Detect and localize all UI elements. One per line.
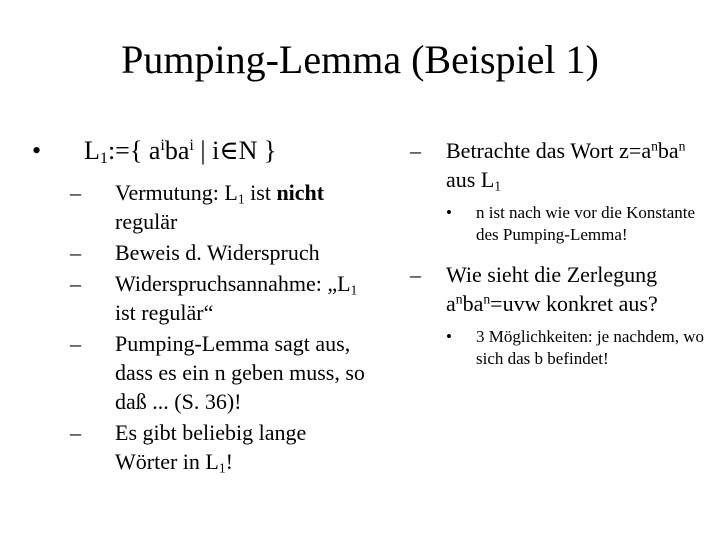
dash-icon: – [70,180,81,205]
dash-icon: – [410,262,421,287]
item-subscript: 1 [237,191,245,207]
item-text: regulär [115,209,178,234]
item-superscript: n [678,138,686,154]
list-item-betrachte [410,136,710,194]
definition-condition: | i [193,136,220,165]
item-superscript: n [651,138,658,154]
sub-item-moeglichkeiten [410,326,710,370]
list-item-zerlegung [410,260,710,318]
item-subscript: 1 [350,282,358,298]
language-definition [84,136,277,168]
element-of-symbol: ∈ [219,136,239,165]
language-subscript: 1 [99,150,108,168]
item-text: ist regulär“ [115,300,214,325]
dash-icon: – [410,138,421,163]
item-text: 3 Möglichkeiten: je nachdem, wo sich das b befindet! [476,327,705,368]
item-superscript: n [455,291,463,307]
list-item-lange-woerter [30,418,370,476]
item-text: Vermutung: L [115,180,238,205]
item-text: ! [225,449,233,474]
list-item-pumping-lemma [30,329,370,416]
left-column [30,136,370,478]
item-text: ist [244,180,277,205]
definition-close: N } [238,136,277,165]
item-text: Wie sieht die Zerlegung a [446,262,658,316]
item-subscript: 1 [494,178,502,194]
exponent-i-second: i [189,137,194,155]
dash-icon: – [70,240,81,265]
list-item-beweis [30,238,370,267]
right-column [410,136,710,370]
item-text: Beweis d. Widerspruch [115,240,320,265]
dash-icon: – [70,271,81,296]
list-item-widerspruchsannahme [30,269,370,327]
dash-icon: – [70,420,81,445]
item-text: aus L [446,167,495,192]
exponent-i-first: i [160,137,165,155]
dash-icon: – [70,331,81,356]
bullet-icon: • [446,327,452,346]
bullet-icon: • [446,203,452,222]
item-text: ba [462,291,484,316]
item-text: =uvw konkret aus? [490,291,658,316]
item-text: ba [657,138,679,163]
item-text: Widerspruchsannahme: „L [115,271,351,296]
item-text: n ist nach wie vor die Konstante des Pumping-Lemma! [476,203,696,244]
language-name: L [84,136,100,165]
item-text: Pumping-Lemma sagt aus, dass es ein n geben muss, so daß ... (S. 36)! [115,331,365,414]
item-text: Betrachte das Wort z=a [446,138,652,163]
definition-open: :={ a [107,136,161,165]
sub-item-konstante [410,202,710,246]
definition-middle: ba [164,136,190,165]
bullet-icon: • [32,136,42,165]
list-item-vermutung [30,178,370,236]
slide-title: Pumping-Lemma (Beispiel 1) [121,37,599,82]
item-superscript: n [483,291,491,307]
item-emphasis: nicht [276,180,325,205]
item-subscript: 1 [218,460,226,476]
item-text: Es gibt beliebig lange Wörter in L [115,420,307,474]
left-sub-list [30,178,370,476]
main-bullet-item [30,136,370,166]
